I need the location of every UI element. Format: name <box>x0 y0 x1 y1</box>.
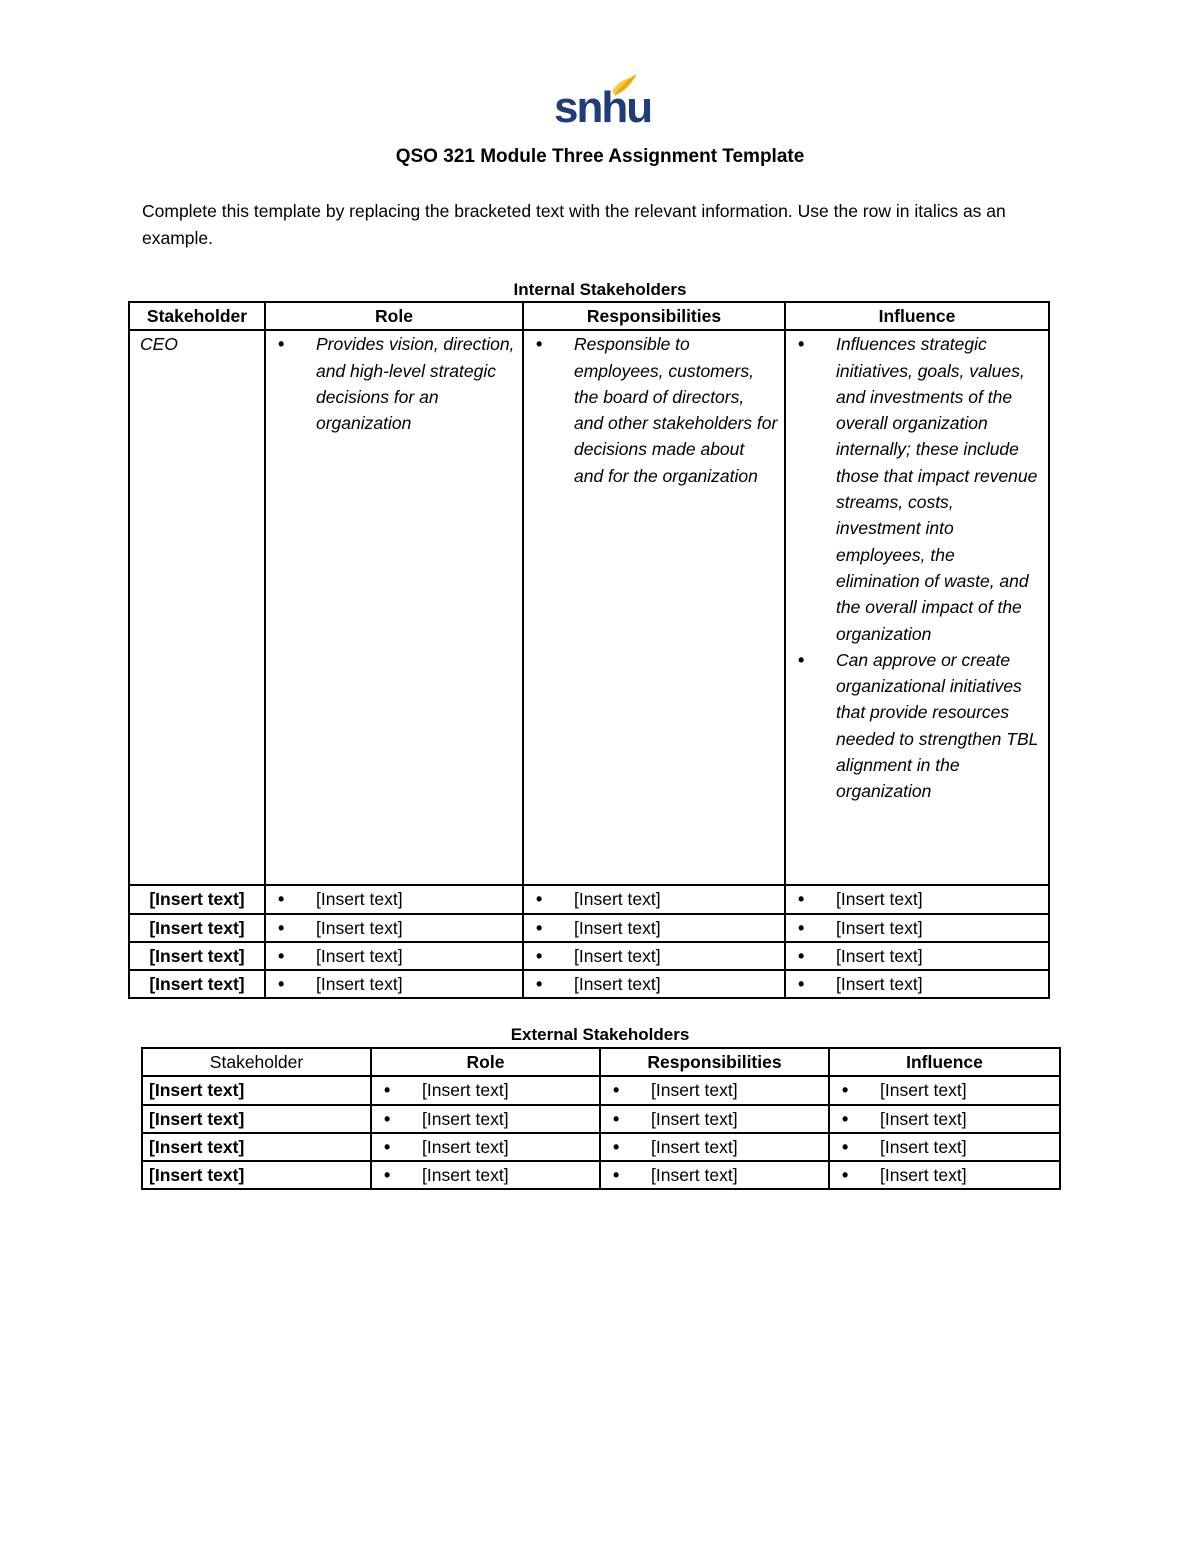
bullet-icon <box>536 331 548 357</box>
responsibilities-cell[interactable] <box>600 1161 829 1189</box>
bullet-icon <box>842 1134 854 1160</box>
bullet-icon <box>613 1106 625 1132</box>
influence-cell[interactable] <box>785 970 1049 998</box>
influence-cell[interactable] <box>829 1105 1060 1133</box>
responsibilities-cell[interactable] <box>600 1105 829 1133</box>
responsibilities-text: [Insert text] <box>651 1136 738 1157</box>
bullet-icon <box>613 1162 625 1188</box>
role-text: [Insert text] <box>316 889 403 910</box>
influence-text: [Insert text] <box>836 889 923 910</box>
bullet-icon <box>536 943 548 969</box>
example-influence-cell[interactable] <box>785 330 1049 885</box>
bullet-icon <box>278 331 290 357</box>
role-text: [Insert text] <box>422 1136 509 1157</box>
stakeholder-cell[interactable]: [Insert text] <box>129 942 265 970</box>
internal-stakeholders-table <box>128 301 1050 999</box>
responsibilities-text: [Insert text] <box>651 1108 738 1129</box>
logo-wordmark: snhu <box>554 83 652 132</box>
role-cell[interactable] <box>371 1105 600 1133</box>
external-caption: External Stakeholders <box>510 1025 690 1044</box>
table-row <box>129 914 1049 942</box>
role-text: [Insert text] <box>316 917 403 938</box>
table-row <box>142 1105 1060 1133</box>
responsibilities-text: [Insert text] <box>651 1165 738 1186</box>
influence-text: [Insert text] <box>880 1165 967 1186</box>
bullet-icon <box>798 971 810 997</box>
example-stakeholder[interactable]: CEO <box>129 330 265 885</box>
influence-text: [Insert text] <box>880 1080 967 1101</box>
header-responsibilities: Responsibilities <box>523 302 785 330</box>
responsibilities-text: [Insert text] <box>651 1080 738 1101</box>
responsibilities-text: [Insert text] <box>574 917 661 938</box>
bullet-icon <box>536 971 548 997</box>
header-stakeholder: Stakeholder <box>142 1048 371 1076</box>
header-influence: Influence <box>829 1048 1060 1076</box>
table-row <box>142 1133 1060 1161</box>
bullet-icon <box>536 886 548 912</box>
bullet-icon <box>278 915 290 941</box>
bullet-icon <box>798 647 810 673</box>
stakeholder-cell[interactable]: [Insert text] <box>129 970 265 998</box>
stakeholder-cell[interactable]: [Insert text] <box>142 1161 371 1189</box>
responsibilities-cell[interactable] <box>600 1133 829 1161</box>
table-row <box>142 1161 1060 1189</box>
table-row <box>129 970 1049 998</box>
role-text: [Insert text] <box>316 945 403 966</box>
example-responsibilities-cell[interactable] <box>523 330 785 885</box>
bullet-icon <box>613 1134 625 1160</box>
header-responsibilities: Responsibilities <box>600 1048 829 1076</box>
role-text: [Insert text] <box>422 1108 509 1129</box>
role-text: [Insert text] <box>422 1080 509 1101</box>
header-role: Role <box>371 1048 600 1076</box>
bullet-icon <box>613 1077 625 1103</box>
stakeholder-cell[interactable]: [Insert text] <box>142 1076 371 1104</box>
role-cell[interactable] <box>265 914 523 942</box>
influence-cell[interactable] <box>829 1161 1060 1189</box>
example-role: Provides vision, direction, and high-level strategic decisions for an organization <box>316 334 515 434</box>
page-title: QSO 321 Module Three Assignment Template <box>395 146 805 167</box>
responsibilities-cell[interactable] <box>523 942 785 970</box>
external-stakeholders-table <box>141 1047 1061 1190</box>
example-role-cell[interactable] <box>265 330 523 885</box>
role-cell[interactable] <box>371 1161 600 1189</box>
example-influence-1: Influences strategic initiatives, goals, values, and investments of the overall organization internally; these include those that impact revenue streams, costs, investment into employees, the elimination of waste, and the overall impact of the organization <box>836 334 1038 644</box>
influence-cell[interactable] <box>785 885 1049 913</box>
example-responsibilities: Responsible to employees, customers, the board of directors, and other stakeholders for decisions made about and for the organization <box>574 334 778 486</box>
influence-text: [Insert text] <box>880 1136 967 1157</box>
responsibilities-cell[interactable] <box>523 970 785 998</box>
table-row <box>142 1076 1060 1104</box>
role-text: [Insert text] <box>422 1165 509 1186</box>
role-cell[interactable] <box>265 970 523 998</box>
bullet-icon <box>384 1134 396 1160</box>
example-row <box>129 330 1049 885</box>
role-cell[interactable] <box>265 885 523 913</box>
bullet-icon <box>278 886 290 912</box>
role-cell[interactable] <box>371 1133 600 1161</box>
bullet-icon <box>842 1077 854 1103</box>
responsibilities-text: [Insert text] <box>574 974 661 995</box>
bullet-icon <box>278 943 290 969</box>
bullet-icon <box>798 331 810 357</box>
stakeholder-cell[interactable]: [Insert text] <box>129 914 265 942</box>
bullet-icon <box>278 971 290 997</box>
influence-text: [Insert text] <box>836 974 923 995</box>
table-row <box>129 885 1049 913</box>
bullet-icon <box>842 1162 854 1188</box>
bullet-icon <box>842 1106 854 1132</box>
table-row <box>129 942 1049 970</box>
role-cell[interactable] <box>371 1076 600 1104</box>
responsibilities-cell[interactable] <box>523 885 785 913</box>
responsibilities-cell[interactable] <box>523 914 785 942</box>
role-cell[interactable] <box>265 942 523 970</box>
role-text: [Insert text] <box>316 974 403 995</box>
stakeholder-cell[interactable]: [Insert text] <box>129 885 265 913</box>
header-stakeholder: Stakeholder <box>129 302 265 330</box>
snhu-logo <box>554 72 652 134</box>
header-row <box>129 302 1049 330</box>
bullet-icon <box>798 886 810 912</box>
internal-caption: Internal Stakeholders <box>513 280 687 299</box>
bullet-icon <box>536 915 548 941</box>
responsibilities-text: [Insert text] <box>574 889 661 910</box>
header-row <box>142 1048 1060 1076</box>
bullet-icon <box>384 1162 396 1188</box>
bullet-icon <box>384 1106 396 1132</box>
influence-cell[interactable] <box>829 1133 1060 1161</box>
stakeholder-cell[interactable]: [Insert text] <box>142 1105 371 1133</box>
responsibilities-cell[interactable] <box>600 1076 829 1104</box>
header-influence: Influence <box>785 302 1049 330</box>
example-influence-2: Can approve or create organizational initiatives that provide resources needed to strengthen TBL alignment in the organization <box>836 649 1039 802</box>
stakeholder-cell[interactable]: [Insert text] <box>142 1133 371 1161</box>
influence-cell[interactable] <box>829 1076 1060 1104</box>
bullet-icon <box>798 915 810 941</box>
influence-text: [Insert text] <box>836 945 923 966</box>
influence-text: [Insert text] <box>836 917 923 938</box>
header-role: Role <box>265 302 523 330</box>
influence-cell[interactable] <box>785 942 1049 970</box>
intro-paragraph: Complete this template by replacing the bracketed text with the relevant information. Use the row in italics as an example. <box>142 201 1006 248</box>
responsibilities-text: [Insert text] <box>574 945 661 966</box>
influence-cell[interactable] <box>785 914 1049 942</box>
influence-text: [Insert text] <box>880 1108 967 1129</box>
bullet-icon <box>384 1077 396 1103</box>
bullet-icon <box>798 943 810 969</box>
